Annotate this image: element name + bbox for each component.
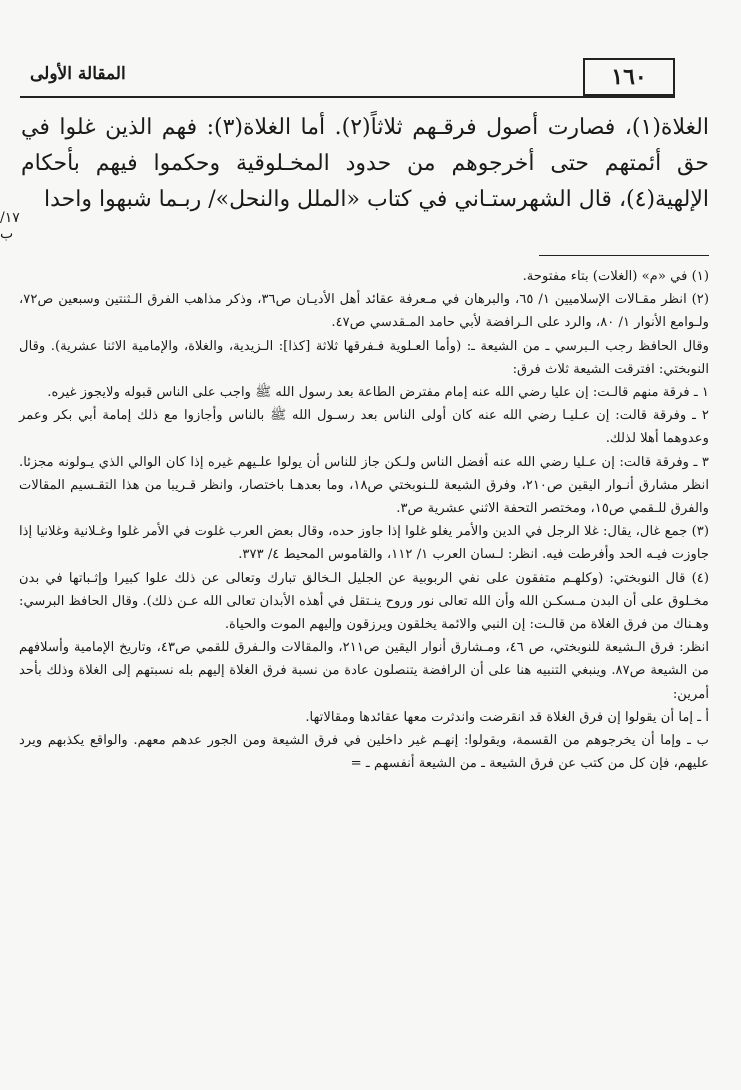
footnote-4: (٤) قال النوبختي: (وكلهـم متفقون على نفي الربوبية عن الجليل الـخالق تبارك وتعالى عن ذلك علوا كبيرا وإثـباتها في بدن مخـلوق على أن البدن مـسكـن الله وأن الله تعالى نور وروح ينـتقل في أهذه الأبدان تعالى الله عـن ذلك). وقال الحافظ البرسي: وهـناك من فرق الغلاة من قالـت: إن النبي والائمة يخلقون ويرزقون وإليهم الموت والحياة. (19, 570, 709, 633)
page-header (20, 58, 720, 98)
footnote-separator (539, 255, 709, 256)
running-title: المقالة الأولى (30, 64, 126, 84)
manuscript-folio-note: ١٧/ب (0, 210, 20, 242)
footnote-1: (١) في «م» (الغلات) بتاء مفتوحة. (522, 269, 709, 284)
footnote-2-continued: وقال الحافظ رجب الـبرسي ـ من الشيعة ـ: (وأما العـلوية فـفرقها ثلاثة [كذا]: الـزيدية، والغلاة، والإمامية الاثنا عشرية). وقال النوبختي: افترقت الشيعة ثلاث فرق: (19, 338, 709, 377)
footnote-2-item-3: ٣ ـ وفرقة قالت: إن عـليا رضي الله عنه أفضل الناس ولـكن جاز للناس أن يولوا علـيهم غيره إذا كان الوالي الذي يـولونه مجزئا. انظر مشارق أنـوار اليقين ص٢١٠، وفرق الشيعة للـنوبختي ص١٨، وما بعدهـا باختصار، وانظر قـريبا من هذا التقـسيم المقالات والفرق للـقمي ص١٥، ومختصر التحفة الاثني عشرية ص٣. (19, 454, 709, 517)
footnote-2-item-2: ٢ ـ وفرقة قالت: إن عـليـا رضي الله عنه كان أولى الناس بعد رسـول الله ﷺ بالناس وأجازوا مع ذلك إمامة أبي بكر وعمر وعدوهما أهلا لذلك. (19, 408, 709, 447)
footnote-2: (٢) انظر مقـالات الإسلاميين ١/ ٦٥، والبرهان في مـعرفة عقائد أهل الأديـان ص٣٦، وذكر مذاهب الفرق الـثنتين وسبعين ص٧٢، ولـوامع الأنوار ١/ ٨٠، والرد على الـرافضة لأبي حامد المـقدسي ص٤٧. (19, 292, 710, 331)
footnote-4-point-a: أ ـ إما أن يقولوا إن فرق الغلاة قد انقرضت واندثرت معها عقائدها ومقالاتها. (305, 709, 709, 725)
main-paragraph: الغلاة(١)، فصارت أصول فرقـهم ثلاثاً(٢). أما الغلاة(٣): فهم الذين غلوا في حق أئمتهم حتى أخرجوهم من حدود المخـلوقية وحكموا فيهم بأحكام الإلهية(٤)، قال الشهرستـاني في كتاب «الملل والنحل»/ ربـما شبهوا واحدا (21, 115, 709, 212)
footnote-4-point-b: ب ـ وإما أن يخرجوهم من القسمة، ويقولوا: إنهـم غير داخلين في فرق الشيعة ومن الجور عدهم معهم. والواقع يكذبهم ويرد عليهم، فإن كل من كتب عن فرق الشيعة ـ من الشيعة أنفسهم ـ = (19, 733, 709, 772)
footnote-4-references: انظر: فرق الـشيعة للنوبختي، ص ٤٦، ومـشارق أنوار اليقين ص٢١١، والمقالات والـفرق للقمي ص٤٣، وتاريخ الإمامية وأسلافهم من الشيعة ص٨٧. وينبغي التنبيه هنا على أن الرافضة يتنصلون عادة من نسبة فرق الغلاة إليهم بله نسبتهم إلى الغلاة وذلك بأحد أمرين: (19, 640, 709, 702)
main-text (21, 110, 709, 218)
footnote-3: (٣) جمع غال، يقال: غلا الرجل في الدين والأمر يغلو غلوا إذا جاوز حده، وقال بعض العرب غلوت في الأمر غلوا وغـلانية وغلانيا إذا جاوزت فيـه الحد وأفرطت فيه. انظر: لـسان العرب ١/ ١١٢، والقاموس المحيط ٤/ ٣٧٣. (19, 524, 709, 563)
footnotes (19, 265, 709, 775)
footnote-2-item-1: ١ ـ فرقة منهم قالـت: إن عليا رضي الله عنه إمام مفترض الطاعة بعد رسول الله ﷺ واجب على الناس قبوله ولايجوز غيره. (47, 385, 709, 401)
header-rule (20, 96, 675, 98)
page-number: ١٦٠ (583, 58, 675, 96)
